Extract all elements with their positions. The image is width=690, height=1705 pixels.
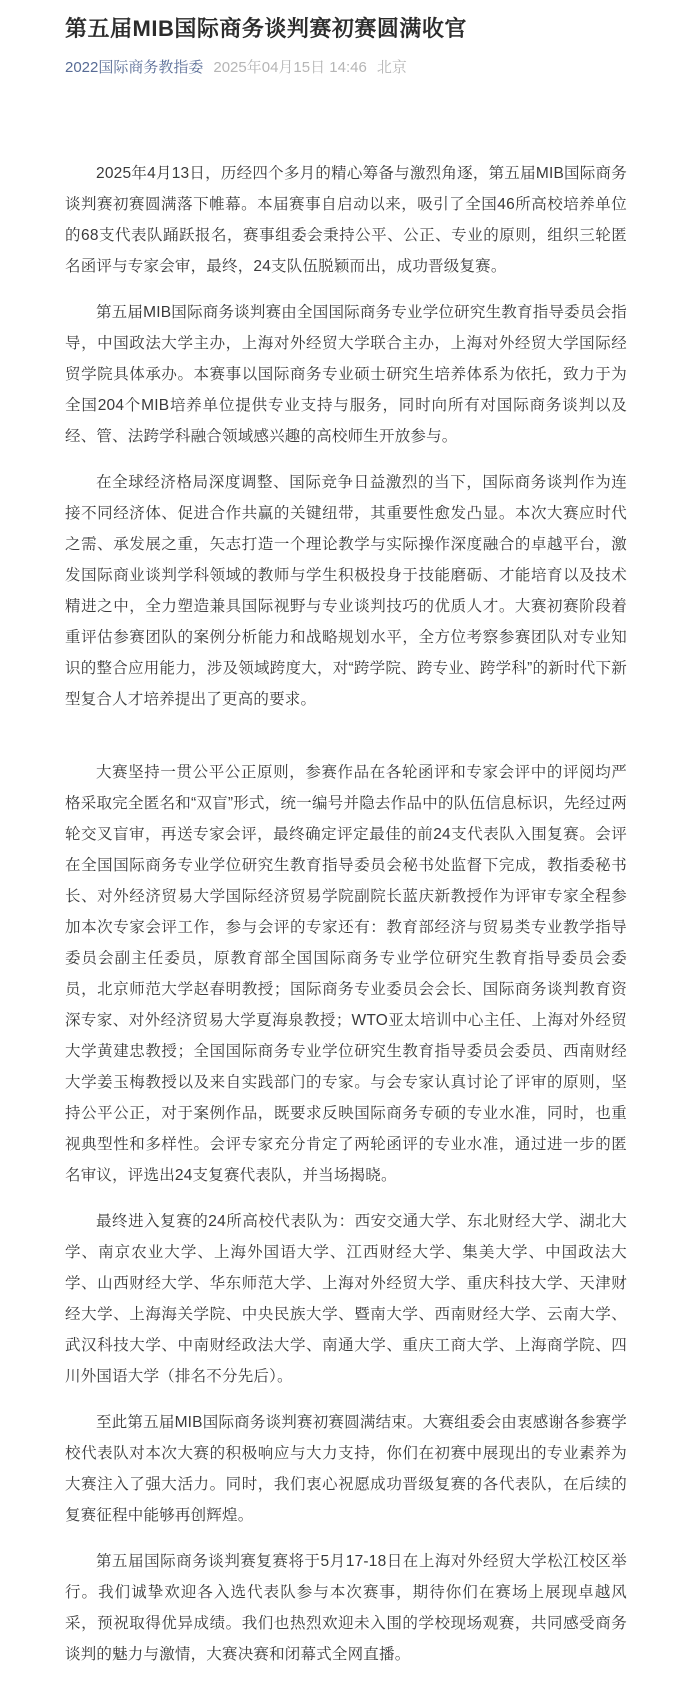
page-title: 第五届MIB国际商务谈判赛初赛圆满收官: [65, 16, 467, 41]
paragraph-review-process: 大赛坚持一贯公平公正原则，参赛作品在各轮函评和专家会评中的评阅均严格采取完全匿名和“双盲”形式，统一编号并隐去作品中的队伍信息标识，先经过两轮交叉盲审，再送专家会评，最终确定评定最佳的前24支代表队入围复赛。会评在全国国际商务专业学位研究生教育指导委员会秘书处监督下完成，教指委秘书长、对外经济贸易大学国际经济贸易学院副院长蓝庆新教授作为评审专家全程参加本次专家会评工作，参与会评的专家还有：教育部经济与贸易类专业教学指导委员会副主任委员，原教育部全国国际商务专业学位研究生教育指导委员会委员，北京师范大学赵春明教授；国际商务专业委员会会长、国际商务谈判教育资深专家、对外经济贸易大学夏海泉教授；WTO亚太培训中心主任、上海对外经贸大学黄建忠教授；全国国际商务专业学位研究生教育指导委员会委员、西南财经大学姜玉梅教授以及来自实践部门的专家。与会专家认真讨论了评审的原则，坚持公平公正，对于案例作品，既要求反映国际商务专硕的专业水准，同时，也重视典型性和多样性。会评专家充分肯定了两轮函评的专业水准，通过进一步的匿名审议，评选出24支复赛代表队，并当场揭晓。: [65, 763, 627, 1184]
paragraph-intro: 2025年4月13日，历经四个多月的精心筹备与激烈角逐，第五届MIB国际商务谈判赛初赛圆满落下帷幕。本届赛事自启动以来，吸引了全国46所高校培养单位的68支代表队踊跃报名，赛事组委会秉持公平、公正、专业的原则，组织三轮匿名函评与专家会审，最终，24支队伍脱颖而出，成功晋级复赛。: [65, 164, 627, 275]
paragraph-finalist-list: 最终进入复赛的24所高校代表队为：西安交通大学、东北财经大学、湖北大学、南京农业大学、上海外国语大学、江西财经大学、集美大学、中国政法大学、山西财经大学、华东师范大学、上海对外经贸大学、重庆科技大学、天津财经大学、上海海关学院、中央民族大学、暨南大学、西南财经大学、云南大学、武汉科技大学、中南财经政法大学、南通大学、重庆工商大学、上海商学院、四川外国语大学（排名不分先后）。: [65, 1212, 627, 1385]
paragraph-thanks: 至此第五届MIB国际商务谈判赛初赛圆满结束。大赛组委会由衷感谢各参赛学校代表队对本次大赛的积极响应与大力支持，你们在初赛中展现出的专业素养为大赛注入了强大活力。同时，我们衷心祝愿成功晋级复赛的各代表队，在后续的复赛征程中能够再创辉煌。: [65, 1413, 627, 1524]
author-account-link[interactable]: 2022国际商务教指委: [65, 58, 204, 76]
paragraph-organizers: 第五届MIB国际商务谈判赛由全国国际商务专业学位研究生教育指导委员会指导，中国政法大学主办，上海对外经贸大学联合主办，上海对外经贸大学国际经贸学院具体承办。本赛事以国际商务专业硕士研究生培养体系为依托，致力于为全国204个MIB培养单位提供专业支持与服务，同时向所有对国际商务谈判以及经、管、法跨学科融合领域感兴趣的高校师生开放参与。: [65, 303, 627, 445]
paragraph-background: 在全球经济格局深度调整、国际竞争日益激烈的当下，国际商务谈判作为连接不同经济体、促进合作共赢的关键纽带，其重要性愈发凸显。本次大赛应时代之需、承发展之重，矢志打造一个理论教学与实际操作深度融合的卓越平台，激发国际商业谈判学科领域的教师与学生积极投身于技能磨砺、才能培育以及技术精进之中，全力塑造兼具国际视野与专业谈判技巧的优质人才。大赛初赛阶段着重评估参赛团队的案例分析能力和战略规划水平，全方位考察参赛团队对专业知识的整合应用能力，涉及领域跨度大，对“跨学院、跨专业、跨学科”的新时代下新型复合人才培养提出了更高的要求。: [65, 473, 627, 708]
article-body: [65, 158, 627, 1670]
byline: [65, 58, 627, 78]
publish-location: 北京: [376, 58, 407, 76]
paragraph-next-round: 第五届国际商务谈判赛复赛将于5月17-18日在上海对外经贸大学松江校区举行。我们诚挚欢迎各入选代表队参与本次赛事，期待你们在赛场上展现卓越风采，预祝取得优异成绩。我们也热烈欢迎未入围的学校现场观赛，共同感受商务谈判的魅力与激情，大赛决赛和闭幕式全网直播。: [65, 1552, 627, 1663]
publish-date: 2025年04月15日 14:46: [213, 58, 367, 76]
